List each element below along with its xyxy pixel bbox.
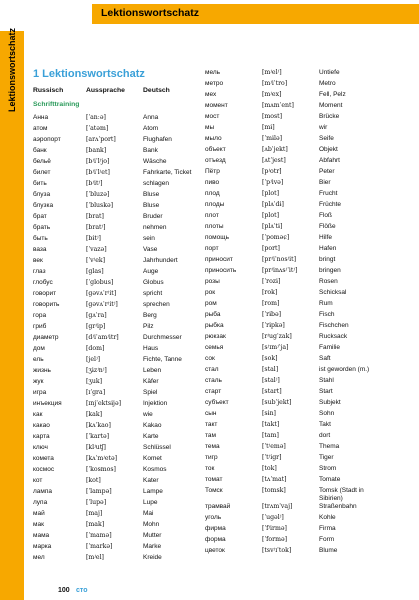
russian-word: жизнь — [33, 367, 51, 374]
german-translation: Thema — [319, 443, 340, 450]
russian-word: плод — [205, 190, 220, 197]
pronunciation: [bʲiˈlʲet] — [86, 169, 110, 176]
russian-word: атом — [33, 125, 48, 132]
german-translation: wie — [143, 411, 153, 418]
pronunciation: [plot] — [262, 190, 279, 197]
german-translation: Rum — [319, 300, 333, 307]
russian-word: пиво — [205, 179, 220, 186]
pronunciation: [pʲotr] — [262, 168, 282, 175]
russian-word: тигр — [205, 454, 218, 461]
russian-word: инъекция — [33, 400, 62, 407]
german-translation: Fisch — [319, 311, 335, 318]
russian-word: момент — [205, 102, 228, 109]
pronunciation: [ˈkartə] — [86, 433, 110, 440]
pronunciation: [sɨn] — [262, 410, 276, 417]
pronunciation: [ʒuk] — [86, 378, 103, 385]
russian-word: сын — [205, 410, 217, 417]
german-translation: Straßenbahn — [319, 503, 357, 510]
german-translation: Bank — [143, 147, 158, 154]
russian-word: семья — [205, 344, 224, 351]
german-translation: Brücke — [319, 113, 340, 120]
russian-word: брать — [33, 224, 51, 231]
pronunciation: [ˈkosmos] — [86, 466, 116, 473]
russian-word: блузка — [33, 202, 54, 209]
german-translation: sprechen — [143, 301, 170, 308]
pronunciation: [prʲiˈnosʲit] — [262, 256, 297, 263]
russian-word: говорит — [33, 290, 57, 297]
pronunciation: [ˈbluzə] — [86, 191, 110, 198]
russian-word: стал — [205, 366, 219, 373]
russian-word: плоты — [205, 223, 224, 230]
russian-word: какао — [33, 422, 50, 429]
german-translation: Injektion — [143, 400, 168, 407]
russian-word: мама — [33, 532, 50, 539]
russian-word: сок — [205, 355, 215, 362]
pronunciation: [takt] — [262, 421, 280, 428]
german-translation: ist geworden (m.) — [319, 366, 370, 373]
russian-word: игра — [33, 389, 47, 396]
pronunciation: [ˈlupə] — [86, 499, 107, 506]
german-translation: Fichte, Tanne — [143, 356, 182, 363]
pronunciation: [tok] — [262, 465, 277, 472]
russian-word: глобус — [33, 279, 53, 286]
russian-word: как — [33, 411, 43, 418]
german-translation: Peter — [319, 168, 335, 175]
pronunciation: [ʌbˈjekt] — [262, 146, 288, 153]
page-number-word: сто — [76, 587, 88, 594]
russian-word: трамвай — [205, 503, 231, 510]
pronunciation: [tomsk] — [262, 487, 286, 494]
german-translation: Mutter — [143, 532, 162, 539]
russian-word: помощь — [205, 234, 229, 241]
german-translation: Anna — [143, 114, 159, 121]
german-translation: schlagen — [143, 180, 170, 187]
pronunciation: [mʲiˈtro] — [262, 80, 288, 87]
pronunciation: [plʌˈtɨ] — [262, 223, 283, 230]
page-number: 100 — [58, 587, 70, 594]
german-translation: Bier — [319, 179, 331, 186]
german-translation: Seife — [319, 135, 334, 142]
russian-word: лампа — [33, 488, 53, 495]
german-translation: Pilz — [143, 323, 154, 330]
german-translation: Metro — [319, 80, 336, 87]
russian-word: май — [33, 510, 45, 517]
pronunciation: [ˈrɨbə] — [262, 311, 282, 318]
german-translation: Flughafen — [143, 136, 172, 143]
russian-word: блуза — [33, 191, 51, 198]
russian-word: жук — [33, 378, 44, 385]
german-translation: Strom — [319, 465, 337, 472]
pronunciation: [plʌˈdɨ] — [262, 201, 284, 208]
russian-word: комета — [33, 455, 54, 462]
header-title: Lektionswortschatz — [101, 7, 200, 19]
russian-word: лупа — [33, 499, 48, 506]
pronunciation: [ˈvʲek] — [86, 257, 106, 264]
pronunciation: [ˈanːə] — [86, 114, 106, 121]
column-header-russian: Russisch — [33, 87, 64, 94]
russian-word: мыло — [205, 135, 222, 142]
german-translation: Subjekt — [319, 399, 341, 406]
german-translation: Tomate — [319, 476, 341, 483]
german-translation: Abfahrt — [319, 157, 340, 164]
column-header-german: Deutsch — [143, 87, 170, 94]
pronunciation: [brat] — [86, 213, 104, 220]
pronunciation: [gʌˈra] — [86, 312, 107, 319]
russian-word: уголь — [205, 514, 222, 521]
german-translation: dort — [319, 432, 331, 439]
german-translation: bringt — [319, 256, 336, 263]
pronunciation: [start] — [262, 388, 282, 395]
pronunciation: [gəvʌˈrʲitʲ] — [86, 301, 118, 308]
german-translation: Rucksack — [319, 333, 348, 340]
russian-word: плот — [205, 212, 219, 219]
german-translation: Mai — [143, 510, 154, 517]
russian-word: Анна — [33, 114, 49, 121]
pronunciation: [ˈtʲemə] — [262, 443, 286, 450]
german-translation: Fahrkarte, Ticket — [143, 169, 192, 176]
german-translation: Schicksal — [319, 289, 347, 296]
russian-word: Томск — [205, 487, 223, 494]
russian-word: рюкзак — [205, 333, 226, 340]
german-translation: Floß — [319, 212, 332, 219]
pronunciation: [most] — [262, 113, 283, 120]
german-translation: Familie — [319, 344, 340, 351]
german-translation: Lupe — [143, 499, 158, 506]
german-translation: Lampe — [143, 488, 163, 495]
german-translation: Kosmos — [143, 466, 167, 473]
pronunciation: [ʌtˈjest] — [262, 157, 286, 164]
russian-word: рыба — [205, 311, 221, 318]
russian-word: банк — [33, 147, 47, 154]
pronunciation: [ˈtʲigr] — [262, 454, 282, 461]
german-translation: Saft — [319, 355, 331, 362]
russian-word: бельё — [33, 158, 51, 165]
german-translation: Bruder — [143, 213, 163, 220]
pronunciation: [ˈmamə] — [86, 532, 112, 539]
vocab-list-left — [33, 112, 203, 582]
russian-word: розы — [205, 278, 220, 285]
russian-word: аэропорт — [33, 136, 61, 143]
russian-word: космос — [33, 466, 55, 473]
pronunciation: [ˈglobus] — [86, 279, 114, 286]
german-translation: Globus — [143, 279, 164, 286]
german-translation: Marke — [143, 543, 162, 550]
pronunciation: [ˈpoməɕ] — [262, 234, 290, 241]
pronunciation: [ˈformə] — [262, 536, 288, 543]
german-translation: nehmen — [143, 224, 167, 231]
german-translation: Haus — [143, 345, 159, 352]
pronunciation: [ˈmarkə] — [86, 543, 113, 550]
pronunciation: [grʲip] — [86, 323, 106, 330]
german-translation: Bluse — [143, 202, 160, 209]
russian-word: дом — [33, 345, 45, 352]
pronunciation: [ˈpʲivə] — [262, 179, 284, 186]
pronunciation: [ʒɨzʲnʲ] — [86, 367, 107, 374]
german-translation: Objekt — [319, 146, 338, 153]
russian-word: мак — [33, 521, 44, 528]
pronunciation: [ˈfʲirmə] — [262, 525, 287, 532]
pronunciation: [bɨtʲ] — [86, 235, 101, 242]
pronunciation: [mʲelʲ] — [262, 69, 282, 76]
german-translation: Tomsk (Stadt in Sibirien) — [319, 487, 364, 502]
vocab-list-right — [205, 67, 419, 587]
russian-word: мел — [33, 554, 45, 561]
pronunciation: [mʲex] — [262, 91, 282, 98]
german-translation: Kater — [143, 477, 159, 484]
subheading-schrifttraining: Schrifttraining — [33, 101, 80, 108]
russian-word: форма — [205, 536, 226, 543]
german-translation: bringen — [319, 267, 341, 274]
german-translation: Mohn — [143, 521, 160, 528]
pronunciation: [stalʲ] — [262, 377, 280, 384]
pronunciation: [dom] — [86, 345, 105, 352]
pronunciation: [ɪˈgra] — [86, 389, 106, 396]
pronunciation: [ˈvazə] — [86, 246, 107, 253]
german-translation: Spiel — [143, 389, 158, 396]
russian-word: объект — [205, 146, 226, 153]
pronunciation: [bratʲ] — [86, 224, 106, 231]
russian-word: томат — [205, 476, 223, 483]
german-translation: Berg — [143, 312, 157, 319]
pronunciation: [bʲiˈlʲjo] — [86, 158, 110, 165]
pronunciation: [kak] — [86, 411, 103, 418]
german-translation: Flöße — [319, 223, 336, 230]
russian-word: ток — [205, 465, 215, 472]
german-translation: Leben — [143, 367, 162, 374]
russian-word: век — [33, 257, 43, 264]
german-translation: Tiger — [319, 454, 334, 461]
german-translation: Auge — [143, 268, 159, 275]
pronunciation: [trʌmˈvaj] — [262, 503, 293, 510]
russian-word: глаз — [33, 268, 46, 275]
german-translation: Fischchen — [319, 322, 349, 329]
german-translation: Früchte — [319, 201, 342, 208]
german-translation: Jahrhundert — [143, 257, 178, 264]
pronunciation: [kot] — [86, 477, 101, 484]
german-translation: Firma — [319, 525, 336, 532]
german-translation: Start — [319, 388, 333, 395]
german-translation: Käfer — [143, 378, 159, 385]
pronunciation: [arʌˈport] — [86, 136, 116, 143]
pronunciation: [rʲugˈzak] — [262, 333, 292, 340]
russian-word: говорить — [33, 301, 60, 308]
russian-word: рок — [205, 289, 216, 296]
german-translation: Durchmesser — [143, 334, 182, 341]
russian-word: приносит — [205, 256, 233, 263]
russian-word: гриб — [33, 323, 47, 330]
russian-word: рыбка — [205, 322, 224, 329]
pronunciation: [subˈjekt] — [262, 399, 292, 406]
russian-word: карта — [33, 433, 50, 440]
section-title: 1 Lektionswortschatz — [33, 68, 145, 80]
german-translation: wir — [319, 124, 328, 131]
russian-word: метро — [205, 80, 224, 87]
russian-word: диаметр — [33, 334, 59, 341]
russian-word: порт — [205, 245, 219, 252]
pronunciation: [stal] — [262, 366, 279, 373]
german-translation: Stahl — [319, 377, 334, 384]
russian-word: мех — [205, 91, 217, 98]
pronunciation: [kʌˈkao] — [86, 422, 111, 429]
german-translation: Wäsche — [143, 158, 167, 165]
german-translation: Bluse — [143, 191, 160, 198]
column-header-pronunciation: Aussprache — [86, 87, 125, 94]
russian-word: отъезд — [205, 157, 226, 164]
german-translation: spricht — [143, 290, 163, 297]
russian-word: фирма — [205, 525, 226, 532]
pronunciation: [sok] — [262, 355, 278, 362]
pronunciation: [mak] — [86, 521, 105, 528]
pronunciation: [ˈlampə] — [86, 488, 112, 495]
russian-word: мель — [205, 69, 221, 76]
german-translation: Kakao — [143, 422, 162, 429]
russian-word: гора — [33, 312, 47, 319]
russian-word: мы — [205, 124, 215, 131]
pronunciation: [klʲuʧ] — [86, 444, 106, 451]
pronunciation: [ˈrozɨ] — [262, 278, 281, 285]
pronunciation: [bank] — [86, 147, 107, 154]
pronunciation: [plot] — [262, 212, 279, 219]
pronunciation: [ˈugəlʲ] — [262, 514, 284, 521]
german-translation: Moment — [319, 102, 343, 109]
pronunciation: [ˈbluskə] — [86, 202, 114, 209]
russian-word: такт — [205, 421, 218, 428]
pronunciation: [mɨ] — [262, 124, 275, 131]
russian-word: марка — [33, 543, 52, 550]
pronunciation: [gəvʌˈrʲit] — [86, 290, 117, 297]
russian-word: сталь — [205, 377, 222, 384]
german-translation: Rosen — [319, 278, 338, 285]
russian-word: кот — [33, 477, 43, 484]
russian-word: плоды — [205, 201, 225, 208]
russian-word: быть — [33, 235, 48, 242]
russian-word: старт — [205, 388, 222, 395]
russian-word: ель — [33, 356, 44, 363]
russian-word: субъект — [205, 399, 229, 406]
german-translation: Form — [319, 536, 335, 543]
pronunciation: [bʲitʲ] — [86, 180, 103, 187]
pronunciation: [prʲinʌsʲˈitʲ] — [262, 267, 298, 274]
pronunciation: [port] — [262, 245, 280, 252]
russian-word: брат — [33, 213, 47, 220]
pronunciation: [glas] — [86, 268, 104, 275]
pronunciation: [maj] — [86, 510, 103, 517]
german-translation: Frucht — [319, 190, 338, 197]
pronunciation: [kʌˈmʲetə] — [86, 455, 118, 462]
russian-word: тема — [205, 443, 220, 450]
side-tab — [0, 31, 24, 600]
pronunciation: [tam] — [262, 432, 279, 439]
pronunciation: [rom] — [262, 300, 280, 307]
pronunciation: [ˈrɨpkə] — [262, 322, 285, 329]
russian-word: там — [205, 432, 216, 439]
german-translation: Kohle — [319, 514, 336, 521]
german-translation: Karte — [143, 433, 159, 440]
german-translation: Hilfe — [319, 234, 333, 241]
pronunciation: [rok] — [262, 289, 278, 296]
german-translation: Komet — [143, 455, 162, 462]
russian-word: Пётр — [205, 168, 220, 175]
german-translation: Sohn — [319, 410, 335, 417]
pronunciation: [mʌmˈent] — [262, 102, 294, 109]
german-translation: Atom — [143, 125, 159, 132]
russian-word: цветок — [205, 547, 225, 554]
pronunciation: [ˈatəm] — [86, 125, 109, 132]
german-translation: Takt — [319, 421, 331, 428]
german-translation: Untiefe — [319, 69, 340, 76]
german-translation: Schlüssel — [143, 444, 171, 451]
pronunciation: [tsvʲɪˈtok] — [262, 547, 292, 554]
side-tab-label: Lektionswortschatz — [7, 27, 17, 113]
pronunciation: [tʌˈmat] — [262, 476, 287, 483]
german-translation: sein — [143, 235, 155, 242]
pronunciation: [jelʲ] — [86, 356, 101, 363]
pronunciation: [ˈmɨlə] — [262, 135, 283, 142]
german-translation: Fell, Pelz — [319, 91, 346, 98]
german-translation: Hafen — [319, 245, 337, 252]
german-translation: Kreide — [143, 554, 162, 561]
pronunciation: [mʲel] — [86, 554, 104, 561]
russian-word: ром — [205, 300, 217, 307]
russian-word: бить — [33, 180, 47, 187]
pronunciation: [sʲɪmʲˈja] — [262, 344, 289, 351]
russian-word: билет — [33, 169, 51, 176]
russian-word: ваза — [33, 246, 47, 253]
russian-word: мост — [205, 113, 220, 120]
russian-word: приносить — [205, 267, 237, 274]
pronunciation: [ɪnjˈektsɨjə] — [86, 400, 122, 407]
german-translation: Vase — [143, 246, 158, 253]
russian-word: ключ — [33, 444, 48, 451]
pronunciation: [dʲiˈamʲitr] — [86, 334, 119, 341]
german-translation: Blume — [319, 547, 338, 554]
